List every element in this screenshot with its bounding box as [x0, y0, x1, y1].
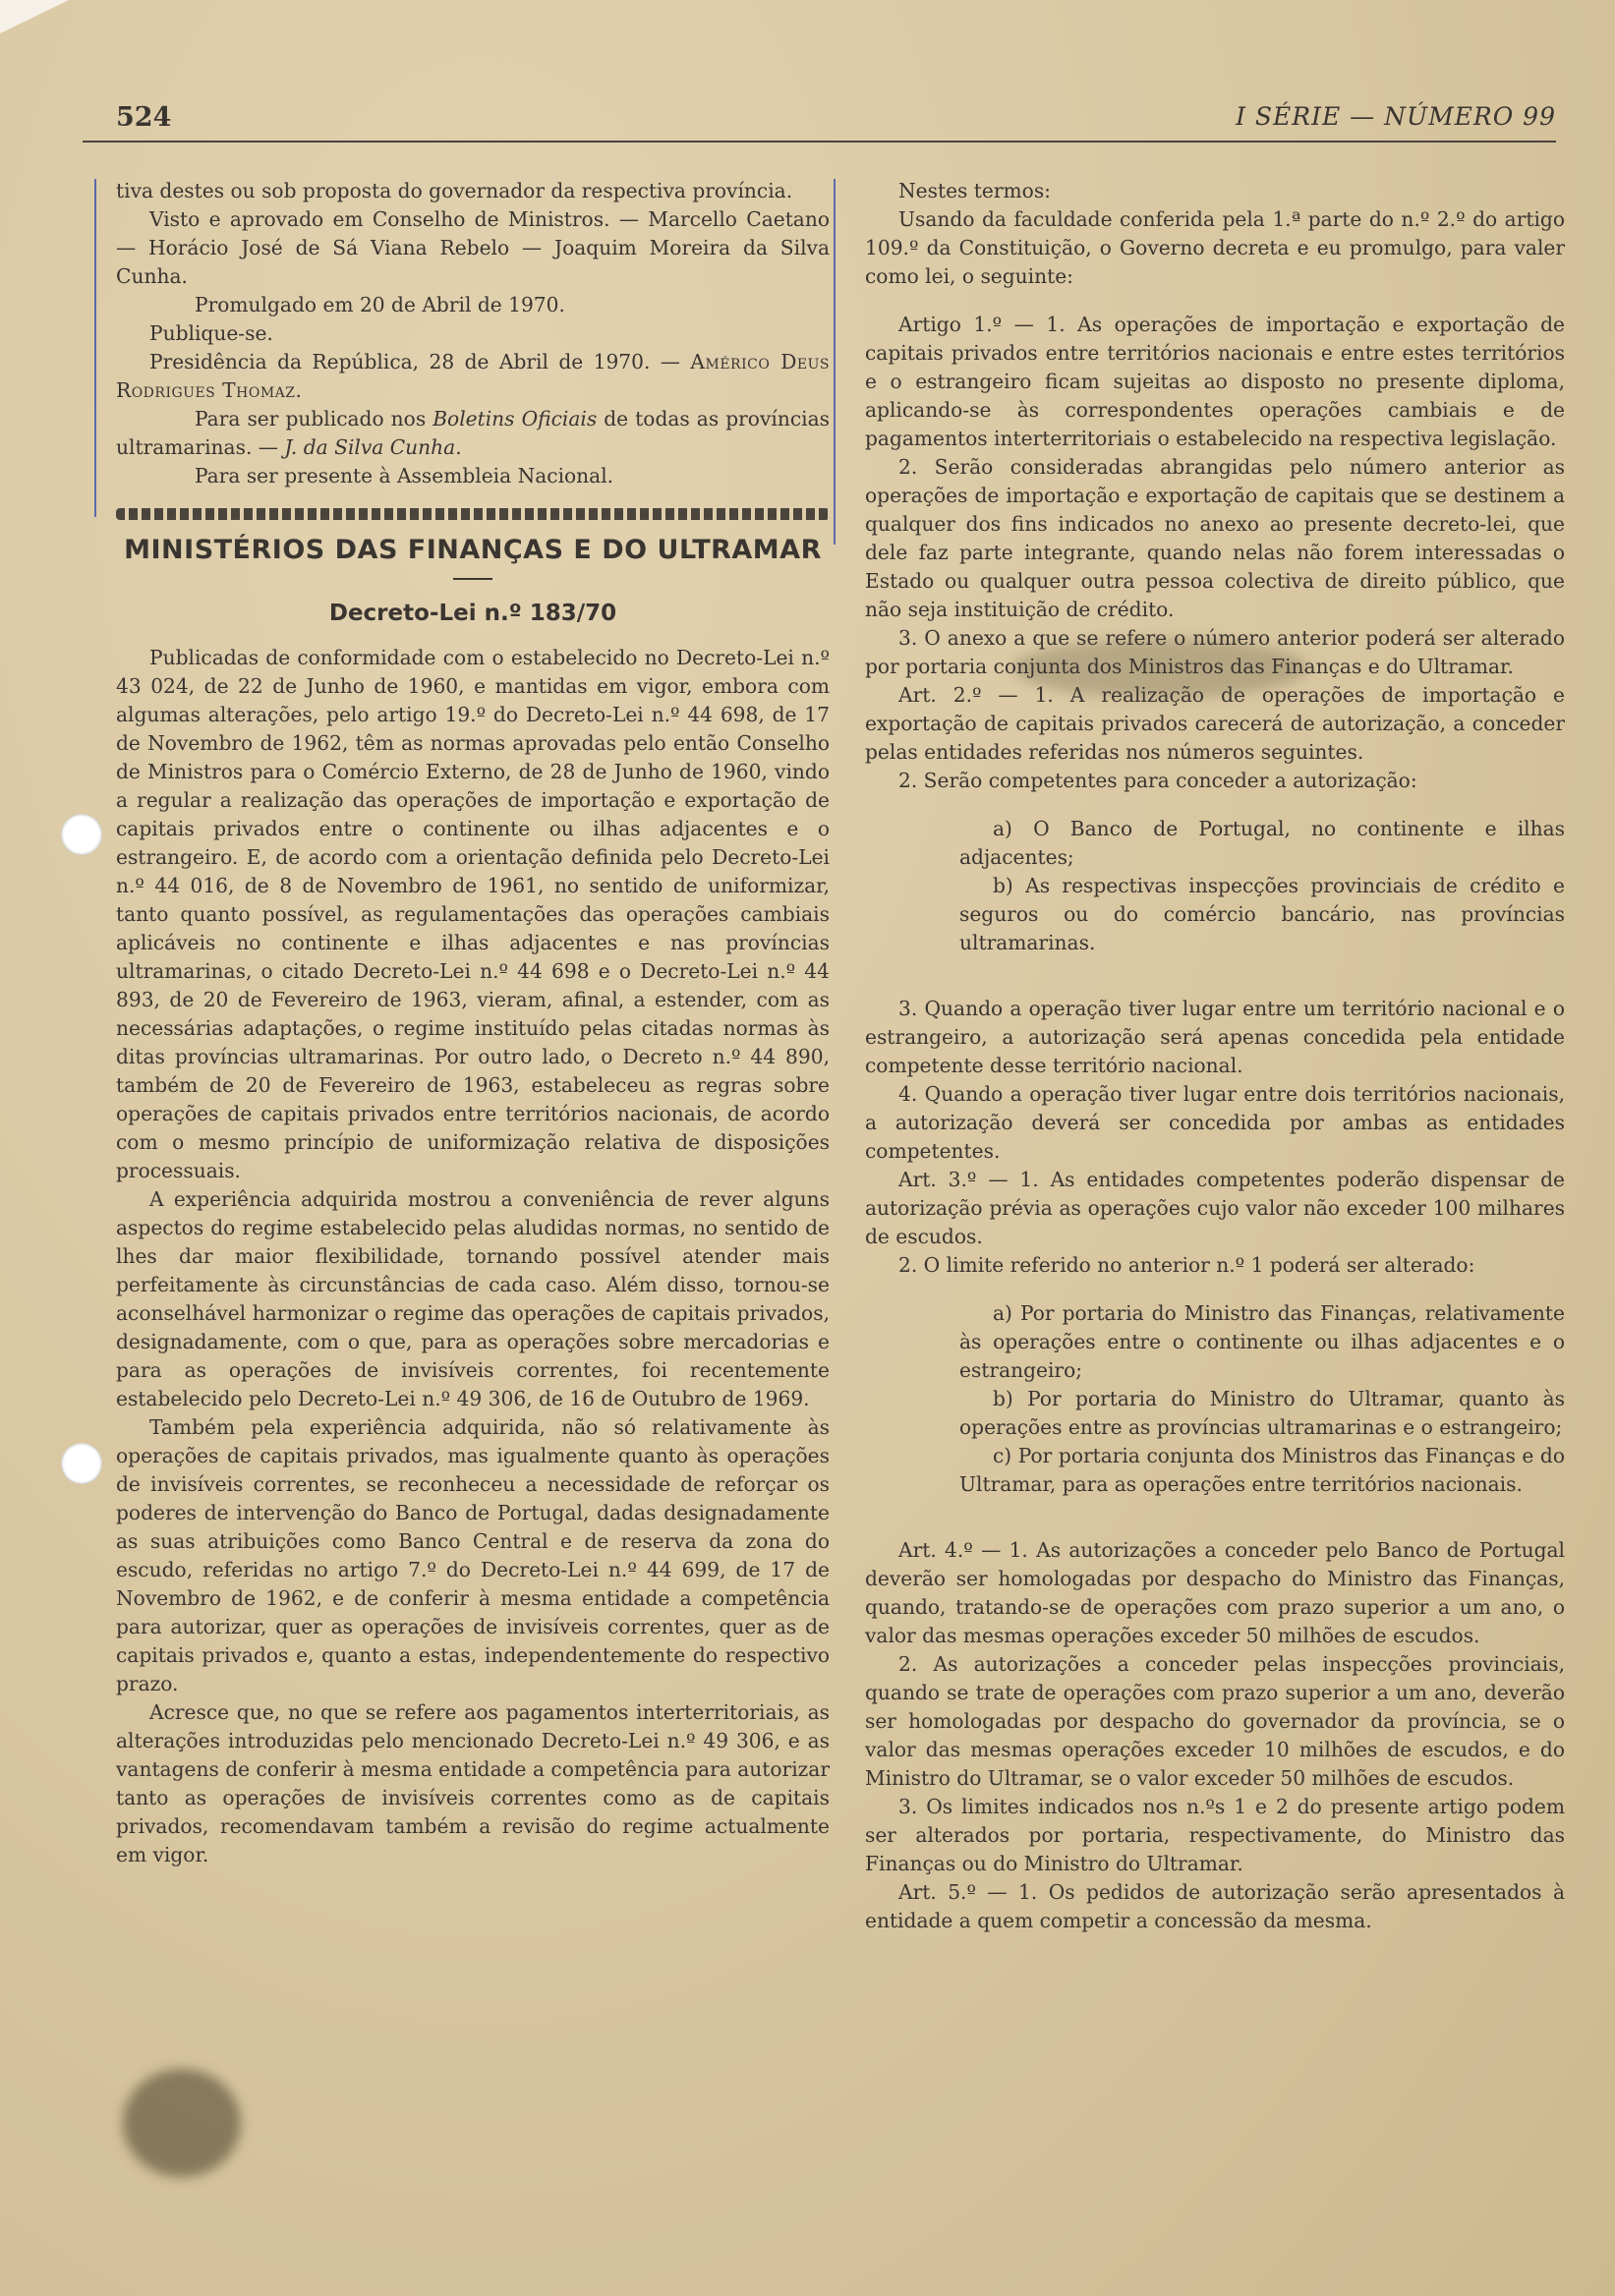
paragraph: Publicadas de conformidade com o estabelecido no Decreto-Lei n.º 43 024, de 22 de Junho de 1960, e mantidas em vigor, embora com algumas alterações, pelo artigo 19.º do Decreto-Lei n.º 44 698, de 17 de Novembro de 1962, têm as normas aprovadas pelo então Conselho de Ministros para o Comércio Externo, de 28 de Junho de 1960, vindo a regular a realização das operações de importação e exportação de capitais privados entre o continente ou ilhas adjacentes e o estrangeiro. E, de acordo com a orientação definida pelo Decreto-Lei n.º 44 016, de 8 de Novembro de 1961, no sentido de uniformizar, tanto quanto possível, as regulamentações das operações cambiais aplicáveis no continente e ilhas adjacentes e nas províncias ultramarinas, o citado Decreto-Lei n.º 44 698 e o Decreto-Lei n.º 44 893, de 20 de Fevereiro de 1963, vieram, afinal, a estender, com as necessárias adaptações, o regime instituído pelas citadas normas às ditas províncias ultramarinas. Por outro lado, o Decreto n.º 44 890, também de 20 de Fevereiro de 1963, estabeleceu as regras sobre operações de capitais privados entre territórios nacionais, de acordo com o mesmo princípio de uniformização relativa de disposições processuais.	[116, 646, 830, 1182]
paragraph: Art. 3.º — 1. As entidades competentes poderão dispensar de autorização prévia as operações cujo valor não exceder 100 milhares de escudos.	[865, 1168, 1565, 1248]
header-rule	[83, 141, 1556, 143]
punch-hole-lower	[61, 1443, 102, 1484]
paragraph: Art. 4.º — 1. As autorizações a conceder pelo Banco de Portugal deverão ser homologadas por despacho do Ministro das Finanças, quando, tratando-se de operações com prazo superior a um ano, o valor das mesmas operações exceder 50 milhões de escudos.	[865, 1538, 1565, 1647]
margin-mark-right	[834, 179, 836, 545]
paragraph: 2. Serão competentes para conceder a autorização:	[898, 769, 1417, 792]
paragraph: A experiência adquirida mostrou a conveniência de rever alguns aspectos do regime estabelecido pelas aludidas normas, no sentido de lhes dar maior flexibilidade, tornando possível atender mais perfeitamente às circunstâncias de cada caso. Além disso, tornou-se aconselhável harmonizar o regime das operações de capitais privados, designadamente, com o que, para as operações sobre mercadorias e para as operações de invisíveis correntes, foi recentemente estabelecido pelo Decreto-Lei n.º 49 306, de 16 de Outubro de 1969.	[116, 1187, 830, 1410]
text-span: de todas as províncias ultramarinas. —	[116, 407, 830, 459]
spacer	[865, 1280, 1565, 1299]
signatures: Visto e aprovado em Conselho de Ministros. — Marcello Caetano — Horácio José de Sá Viana Rebelo — Joaquim Moreira da Silva Cunha.	[116, 207, 830, 288]
paragraph: Nestes termos:	[898, 179, 1051, 202]
ministry-heading: MINISTÉRIOS DAS FINANÇAS E DO ULTRAMAR	[124, 535, 822, 565]
paragraph: 2. Serão consideradas abrangidas pelo número anterior as operações de importação e exportação de capitais que se destinem a qualquer dos fins indicados no anexo ao presente decreto-lei, que dele faz parte integrante, quando nelas não forem interessadas o Estado ou qualquer outra pessoa colectiva de direito público, que não seja instituição de crédito.	[865, 455, 1565, 621]
folded-corner	[0, 0, 69, 33]
list-item: a) O Banco de Portugal, no continente e ilhas adjacentes;	[959, 817, 1565, 869]
paragraph: 2. As autorizações a conceder pelas inspecções provinciais, quando se trate de operações com prazo superior a um ano, deverão ser homologadas por despacho do governador da província, se o valor das mesmas operações exceder 10 milhões de escudos, e do Ministro do Ultramar, se o valor exceder 50 milhões de escudos.	[865, 1652, 1565, 1790]
paragraph	[116, 205, 830, 291]
margin-mark-left	[94, 179, 96, 517]
spacer	[865, 1499, 1565, 1536]
text-span: Boletins Oficiais	[433, 407, 598, 430]
paragraph: Art. 5.º — 1. Os pedidos de autorização serão apresentados à entidade a quem competir a concessão da mesma.	[865, 1880, 1565, 1932]
spacer	[865, 795, 1565, 815]
list-item: b) Por portaria do Ministro do Ultramar, quanto às operações entre as províncias ultramarinas e o estrangeiro;	[959, 1387, 1565, 1439]
paragraph: Promulgado em 20 de Abril de 1970.	[195, 293, 565, 316]
right-column	[865, 177, 1565, 1935]
paragraph: Publique-se.	[149, 321, 273, 345]
paragraph	[116, 348, 830, 405]
paragraph: 4. Quando a operação tiver lugar entre dois territórios nacionais, a autorização deverá ser concedida por ambas as entidades competentes.	[865, 1082, 1565, 1163]
ink-stain	[123, 2069, 241, 2177]
text-span: Para ser publicado nos	[195, 407, 433, 430]
paragraph: 3. Quando a operação tiver lugar entre um território nacional e o estrangeiro, a autorização será apenas concedida pela entidade competente desse território nacional.	[865, 997, 1565, 1077]
president-name: Américo Deus Rodrigues Thomaz.	[116, 350, 830, 402]
paragraph: Também pela experiência adquirida, não só relativamente às operações de capitais privados, mas igualmente quanto às operações de invisíveis correntes, se reconheceu a necessidade de reforçar os poderes de intervenção do Banco de Portugal, dadas designadamente as suas atribuições como Banco Central e de reserva da zona do escudo, referidas no artigo 7.º do Decreto-Lei n.º 44 699, de 17 de Novembro de 1962, e de conferir à mesma entidade a competência para autorizar, quer as operações de invisíveis correntes, quer as de capitais privados e, quanto a estas, independentemente do respectivo prazo.	[116, 1415, 830, 1695]
paragraph	[116, 405, 830, 462]
punch-hole-upper	[61, 814, 102, 855]
paragraph: tiva destes ou sob proposta do governador da respectiva província.	[116, 179, 793, 202]
decree-title: Decreto-Lei n.º 183/70	[328, 601, 617, 626]
spacer	[865, 291, 1565, 311]
paragraph: 2. O limite referido no anterior n.º 1 poderá ser alterado:	[898, 1253, 1475, 1277]
short-dash	[453, 578, 492, 580]
list-item: a) Por portaria do Ministro das Finanças, relativamente às operações entre o continente ou ilhas adjacentes e o estrangeiro;	[959, 1301, 1565, 1382]
paragraph: Art. 2.º — 1. A realização de operações de importação e exportação de capitais privados carecerá de autorização, a conceder pelas entidades referidas nos números seguintes.	[865, 683, 1565, 764]
spacer	[865, 957, 1565, 995]
page-number: 524	[116, 102, 172, 133]
paragraph: 3. O anexo a que se refere o número anterior poderá ser alterado por portaria conjunta dos Ministros das Finanças e do Ultramar.	[865, 626, 1565, 678]
paragraph: Acresce que, no que se refere aos pagamentos interterritoriais, as alterações introduzidas pelo mencionado Decreto-Lei n.º 49 306, e as vantagens de conferir à mesma entidade a competência para autorizar tanto as operações de invisíveis correntes como as de capitais privados, recomendavam também a revisão do regime actualmente em vigor.	[116, 1700, 830, 1866]
list-item: c) Por portaria conjunta dos Ministros das Finanças e do Ultramar, para as operações entre territórios nacionais.	[959, 1444, 1565, 1496]
paragraph: Para ser presente à Assembleia Nacional.	[195, 464, 614, 488]
left-column	[116, 177, 830, 1869]
paragraph: 3. Os limites indicados nos n.ºs 1 e 2 do presente artigo podem ser alterados por portaria, respectivamente, do Ministro das Finanças ou do Ministro do Ultramar.	[865, 1795, 1565, 1875]
presidency-line: Presidência da República, 28 de Abril de 1970. —	[149, 350, 680, 373]
paragraph: Artigo 1.º — 1. As operações de importação e exportação de capitais privados entre territórios nacionais e entre estes territórios e o estrangeiro ficam sujeitas ao disposto no presente diploma, aplicando-se às correspondentes operações cambiais e de pagamentos interterritoriais o estabelecido na respectiva legislação.	[865, 313, 1565, 450]
text-span: J. da Silva Cunha.	[284, 435, 462, 459]
ornamental-divider	[116, 508, 830, 520]
running-head: I SÉRIE — NÚMERO 99	[1236, 102, 1556, 131]
paragraph: Usando da faculdade conferida pela 1.ª parte do n.º 2.º do artigo 109.º da Constituição, o Governo decreta e eu promulgo, para valer como lei, o seguinte:	[865, 207, 1565, 288]
list-item: b) As respectivas inspecções provinciais de crédito e seguros ou do comércio bancário, nas províncias ultramarinas.	[959, 874, 1565, 954]
